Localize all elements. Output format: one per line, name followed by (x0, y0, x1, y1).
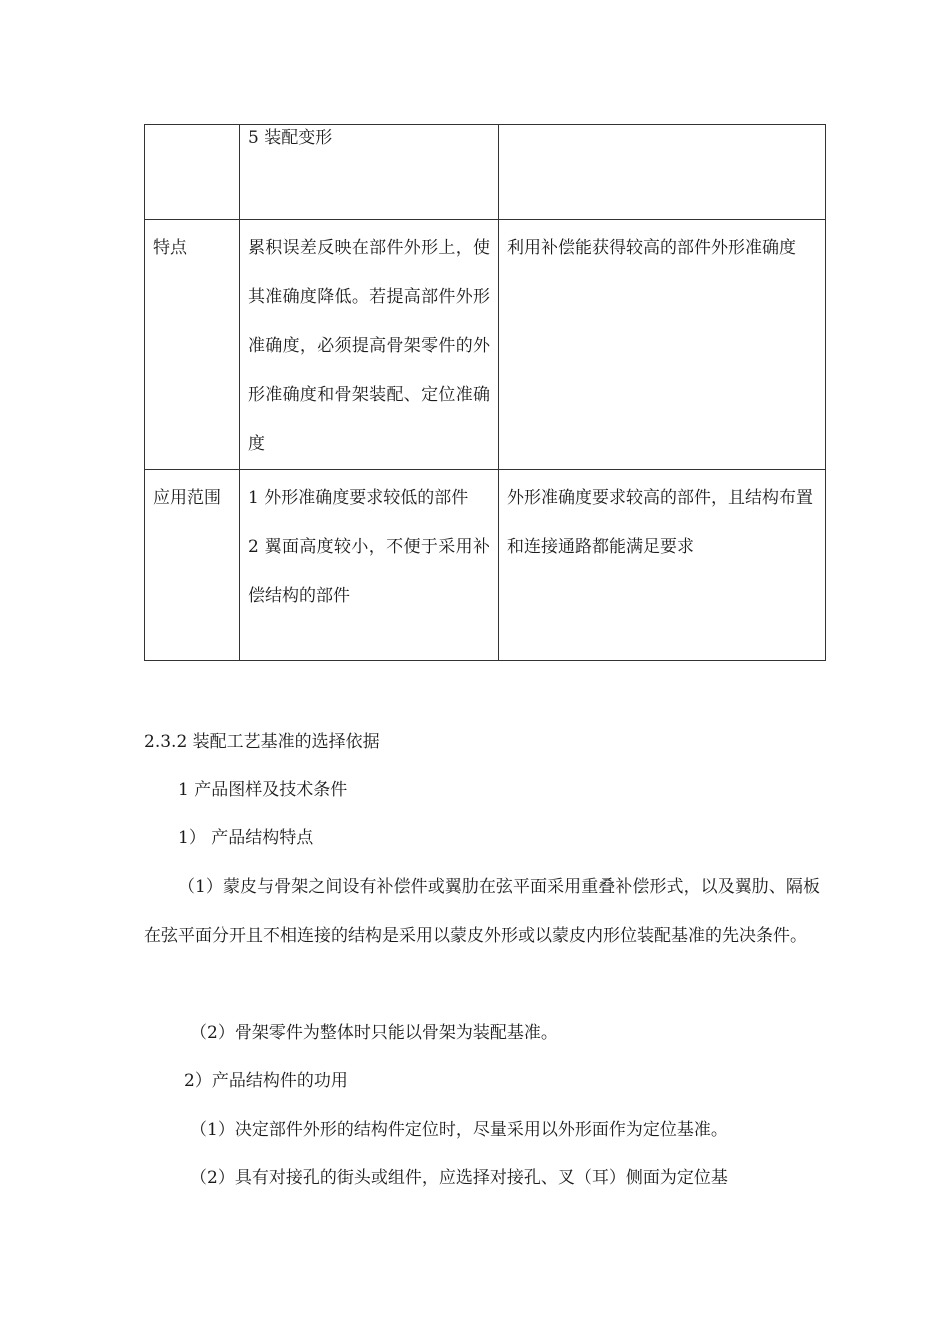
table-cell: 利用补偿能获得较高的部件外形准确度 (499, 220, 826, 470)
table-cell-line: 1 外形准确度要求较低的部件 (248, 488, 469, 508)
section-heading: 2.3.2 装配工艺基准的选择依据 (144, 732, 380, 752)
table-cell (240, 470, 499, 661)
table-cell (499, 125, 826, 220)
list-item: 1） 产品结构特点 (178, 828, 314, 848)
list-item: 2）产品结构件的功用 (184, 1071, 348, 1091)
table-cell-label (145, 125, 240, 220)
paragraph: （1）蒙皮与骨架之间设有补偿件或翼肋在弦平面采用重叠补偿形式，以及翼肋、隔板在弦平面分开且不相连接的结构是采用以蒙皮外形或以蒙皮内形位装配基准的先决条件。 (144, 877, 820, 946)
table-cell: 累积误差反映在部件外形上，使其准确度降低。若提高部件外形准确度，必须提高骨架零件的外形准确度和骨架装配、定位准确度 (240, 220, 499, 470)
paragraph: （2）骨架零件为整体时只能以骨架为装配基准。 (190, 1023, 558, 1043)
table-cell-label: 应用范围 (145, 470, 240, 661)
paragraph: （2）具有对接孔的街头或组件，应选择对接孔、叉（耳）侧面为定位基 (190, 1168, 728, 1188)
table-cell: 5 装配变形 (240, 125, 499, 220)
table-row (145, 470, 826, 661)
table-row (145, 125, 826, 220)
paragraph: （1）决定部件外形的结构件定位时，尽量采用以外形面作为定位基准。 (190, 1120, 728, 1140)
list-item: 1 产品图样及技术条件 (178, 780, 348, 800)
table-cell-line: 2 翼面高度较小，不便于采用补偿结构的部件 (248, 537, 490, 606)
table-cell-label: 特点 (145, 220, 240, 470)
table-cell: 外形准确度要求较高的部件，且结构布置和连接通路都能满足要求 (499, 470, 826, 661)
table-row (145, 220, 826, 470)
comparison-table (144, 124, 826, 661)
